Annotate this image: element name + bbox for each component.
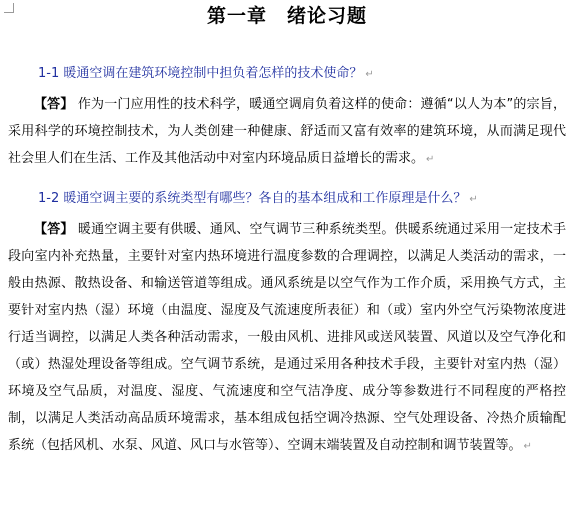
answer-1-2 bbox=[8, 216, 566, 460]
paragraph-mark-icon: ↵ bbox=[469, 194, 478, 205]
question-1-1 bbox=[38, 64, 374, 85]
paragraph-mark-icon: ↵ bbox=[365, 69, 374, 80]
answer-1-1 bbox=[8, 91, 566, 173]
chapter-title: 第一章 绪论习题 bbox=[206, 5, 367, 27]
answer-text: 作为一门应用性的技术科学，暖通空调肩负着这样的使命：遵循“以人为本”的宗旨，采用科学的环境控制技术，为人类创建一种健康、舒适而又富有效率的建筑环境，从而满足现代社会里人们在生活、工作及其他活动中对室内环境品质日益增长的需求。 bbox=[8, 97, 566, 166]
question-1-2 bbox=[38, 189, 478, 210]
paragraph-mark-icon: ↵ bbox=[523, 441, 532, 452]
question-label: 1-1 暖通空调在建筑环境控制中担负着怎样的技术使命？ bbox=[38, 66, 363, 81]
answer-text: 暖通空调主要有供暖、通风、空气调节三种系统类型。供暖系统通过采用一定技术手段向室内补充热量，主要针对室内热环境进行温度参数的合理调控，以满足人类活动的需求，一般由热源、散热设备、和输送管道等组成。通风系统是以空气作为工作介质，采用换气方式，主要针对室内热（湿）环境（由温度、湿度及气流速度所表征）和（或）室内外空气污染物浓度进行适当调控，以满足人类各种活动需求，一般由风机、进排风或送风装置、风道以及空气净化和（或）热湿处理设备等组成。空气调节系统，是通过采用各种技术手段，主要针对室内热（湿）环境及空气品质，对温度、湿度、气流速度和空气洁净度、成分等参数进行不同程度的严格控制，以满足人类活动高品质环境需求，基本组成包括空调冷热源、空气处理设备、冷热介质输配系统（包括风机、水泵、风道、风口与水管等）、空调末端装置及自动控制和调节装置等。 bbox=[8, 222, 566, 453]
question-label: 1-2 暖通空调主要的系统类型有哪些？各自的基本组成和工作原理是什么？ bbox=[38, 191, 467, 206]
answer-tag: 【答】 bbox=[34, 222, 74, 237]
paragraph-mark-icon: ↵ bbox=[426, 154, 435, 165]
answer-tag: 【答】 bbox=[34, 97, 74, 112]
